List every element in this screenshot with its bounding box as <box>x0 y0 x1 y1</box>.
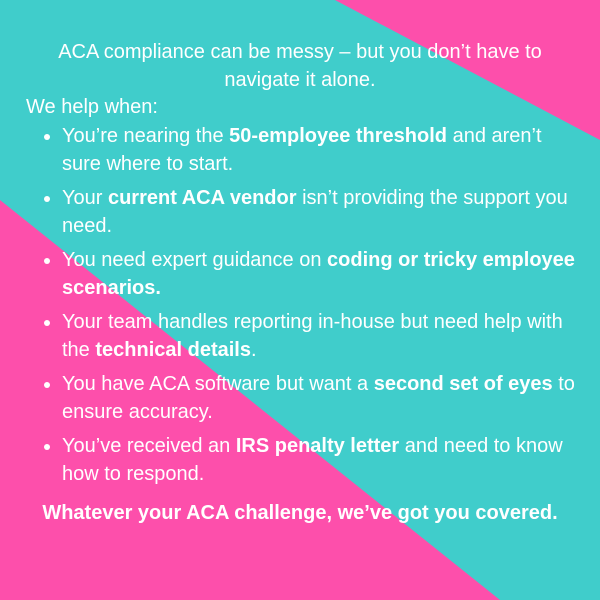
item-text: and need to know how to respond. <box>62 435 563 485</box>
list-item <box>42 246 576 302</box>
lead-text: We help when: <box>26 96 158 118</box>
item-emphasis: current ACA vendor <box>107 187 297 209</box>
intro-text: ACA compliance can be messy – but you don’t have to navigate it alone. <box>58 41 542 91</box>
list-item <box>42 370 576 426</box>
list-item <box>42 122 576 178</box>
item-emphasis: second set of eyes <box>373 373 553 395</box>
item-text: . <box>250 339 257 361</box>
item-text: You’ve received an <box>62 435 236 457</box>
item-text: isn’t providing the support you need. <box>62 187 568 237</box>
item-text: Your <box>62 187 108 209</box>
item-emphasis: technical details <box>95 339 251 361</box>
item-text: and aren’t sure where to start. <box>62 125 542 175</box>
item-emphasis: IRS penalty letter <box>235 435 400 457</box>
item-text: You have ACA software but want a <box>62 373 374 395</box>
help-list <box>42 122 576 494</box>
list-item <box>42 308 576 364</box>
item-emphasis: coding or tricky employee scenarios. <box>62 249 575 299</box>
list-item <box>42 184 576 240</box>
item-text: You need expert guidance on <box>62 249 328 271</box>
item-emphasis: 50-employee threshold <box>229 125 448 147</box>
item-text: You’re nearing the <box>62 125 230 147</box>
item-text: to ensure accuracy. <box>62 373 575 423</box>
item-text: Your team handles reporting in-house but need help with the <box>62 311 563 361</box>
list-item <box>42 432 576 488</box>
closing-text: Whatever your ACA challenge, we’ve got you covered. <box>42 502 558 524</box>
